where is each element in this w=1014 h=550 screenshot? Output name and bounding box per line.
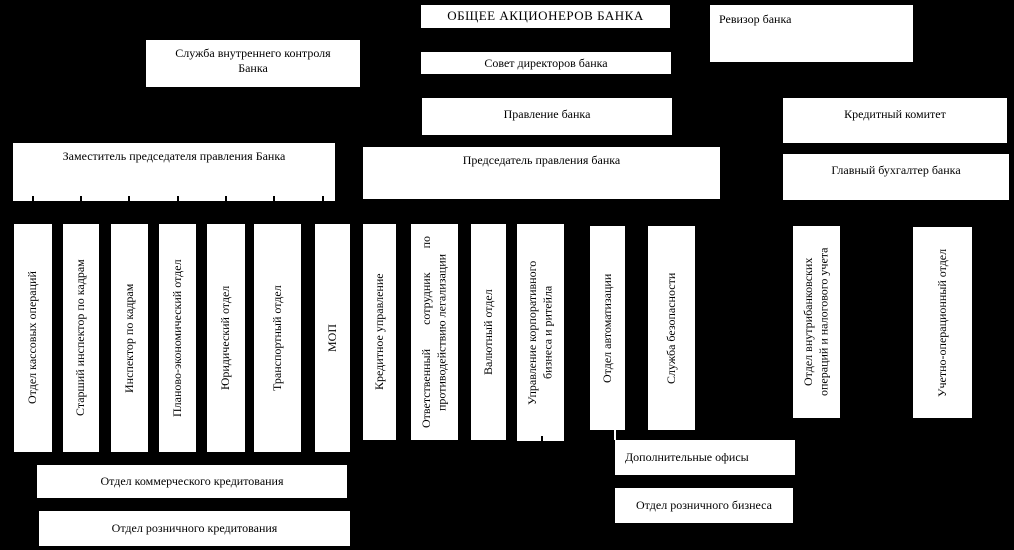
node-internal-control bbox=[146, 40, 360, 87]
node-currency-label: Валютный отдел bbox=[480, 289, 495, 375]
node-corporate-retail bbox=[517, 224, 564, 441]
node-general-meeting-label: ОБЩЕЕ АКЦИОНЕРОВ БАНКА bbox=[447, 8, 644, 24]
node-accounting-operations-label: Учетно-операционный отдел bbox=[934, 248, 949, 397]
node-commercial-lending bbox=[37, 465, 347, 498]
node-deputy-chairman bbox=[13, 143, 335, 201]
node-legal bbox=[207, 224, 245, 452]
node-credit-committee-label: Кредитный комитет bbox=[844, 107, 946, 121]
node-management-board-label: Правление банка bbox=[503, 107, 591, 121]
connector-tick bbox=[225, 196, 227, 201]
node-retail-business bbox=[615, 488, 793, 523]
node-senior-hr-inspector-label: Старший инспектор по кадрам bbox=[73, 259, 88, 417]
node-credit-committee bbox=[783, 98, 1007, 143]
node-retail-business-label: Отдел розничного бизнеса bbox=[636, 498, 772, 512]
node-auditor bbox=[710, 5, 913, 62]
node-board-of-directors bbox=[421, 52, 671, 74]
connector-line bbox=[614, 430, 616, 440]
connector-tick bbox=[177, 196, 179, 201]
node-aml-officer-line1: Ответственный сотрудник по bbox=[418, 236, 433, 428]
node-transport bbox=[254, 224, 301, 452]
node-senior-hr-inspector bbox=[63, 224, 99, 452]
node-additional-offices bbox=[615, 440, 795, 475]
node-aml-officer-line2: противодействию легализации bbox=[434, 253, 449, 411]
node-commercial-lending-label: Отдел коммерческого кредитования bbox=[100, 474, 284, 488]
node-accounting-operations bbox=[913, 227, 972, 418]
connector-tick bbox=[80, 196, 82, 201]
node-cash-operations bbox=[14, 224, 52, 452]
node-intrabank-operations-line2: операций и налогового учета bbox=[816, 247, 831, 397]
node-chief-accountant bbox=[783, 154, 1009, 200]
node-planning-economic-label: Планово-экономический отдел bbox=[169, 259, 184, 417]
node-internal-control-line2: Банка bbox=[238, 61, 268, 75]
node-credit-management-label: Кредитное управление bbox=[371, 273, 386, 391]
connector-tick bbox=[322, 196, 324, 201]
node-intrabank-operations-line1: Отдел внутрибанковских bbox=[800, 257, 815, 387]
node-corporate-retail-line2: бизнеса и ритейла bbox=[540, 285, 555, 380]
node-security bbox=[648, 226, 695, 430]
node-intrabank-operations bbox=[793, 226, 840, 418]
node-additional-offices-label: Дополнительные офисы bbox=[625, 450, 749, 464]
node-currency bbox=[471, 224, 506, 440]
node-automation bbox=[590, 226, 625, 430]
node-transport-label: Транспортный отдел bbox=[269, 285, 284, 391]
node-general-meeting bbox=[421, 5, 670, 28]
node-management-board bbox=[422, 98, 672, 135]
node-chief-accountant-label: Главный бухгалтер банка bbox=[831, 163, 961, 177]
node-mop bbox=[315, 224, 350, 452]
node-planning-economic bbox=[159, 224, 196, 452]
node-chairman-label: Председатель правления банка bbox=[462, 153, 621, 167]
connector-tick bbox=[541, 436, 543, 441]
node-legal-label: Юридический отдел bbox=[218, 285, 233, 391]
node-hr-inspector bbox=[111, 224, 148, 452]
node-security-label: Служба безопасности bbox=[663, 272, 678, 384]
node-hr-inspector-label: Инспектор по кадрам bbox=[121, 283, 136, 393]
node-internal-control-line1: Служба внутреннего контроля bbox=[175, 46, 331, 60]
node-retail-lending bbox=[39, 511, 350, 546]
node-aml-officer bbox=[411, 224, 458, 440]
node-cash-operations-label: Отдел кассовых операций bbox=[25, 271, 40, 405]
node-auditor-label: Ревизор банка bbox=[719, 12, 792, 26]
node-chairman bbox=[363, 147, 720, 199]
node-board-of-directors-label: Совет директоров банка bbox=[484, 55, 608, 70]
node-deputy-chairman-label: Заместитель председателя правления Банка bbox=[62, 149, 286, 163]
node-mop-label: МОП bbox=[324, 324, 339, 353]
node-automation-label: Отдел автоматизации bbox=[599, 273, 614, 383]
connector-tick bbox=[128, 196, 130, 201]
node-credit-management bbox=[363, 224, 396, 440]
connector-tick bbox=[273, 196, 275, 201]
node-retail-lending-label: Отдел розничного кредитования bbox=[111, 521, 278, 535]
node-corporate-retail-line1: Управление корпоративного bbox=[524, 260, 539, 405]
connector-tick bbox=[32, 196, 34, 201]
